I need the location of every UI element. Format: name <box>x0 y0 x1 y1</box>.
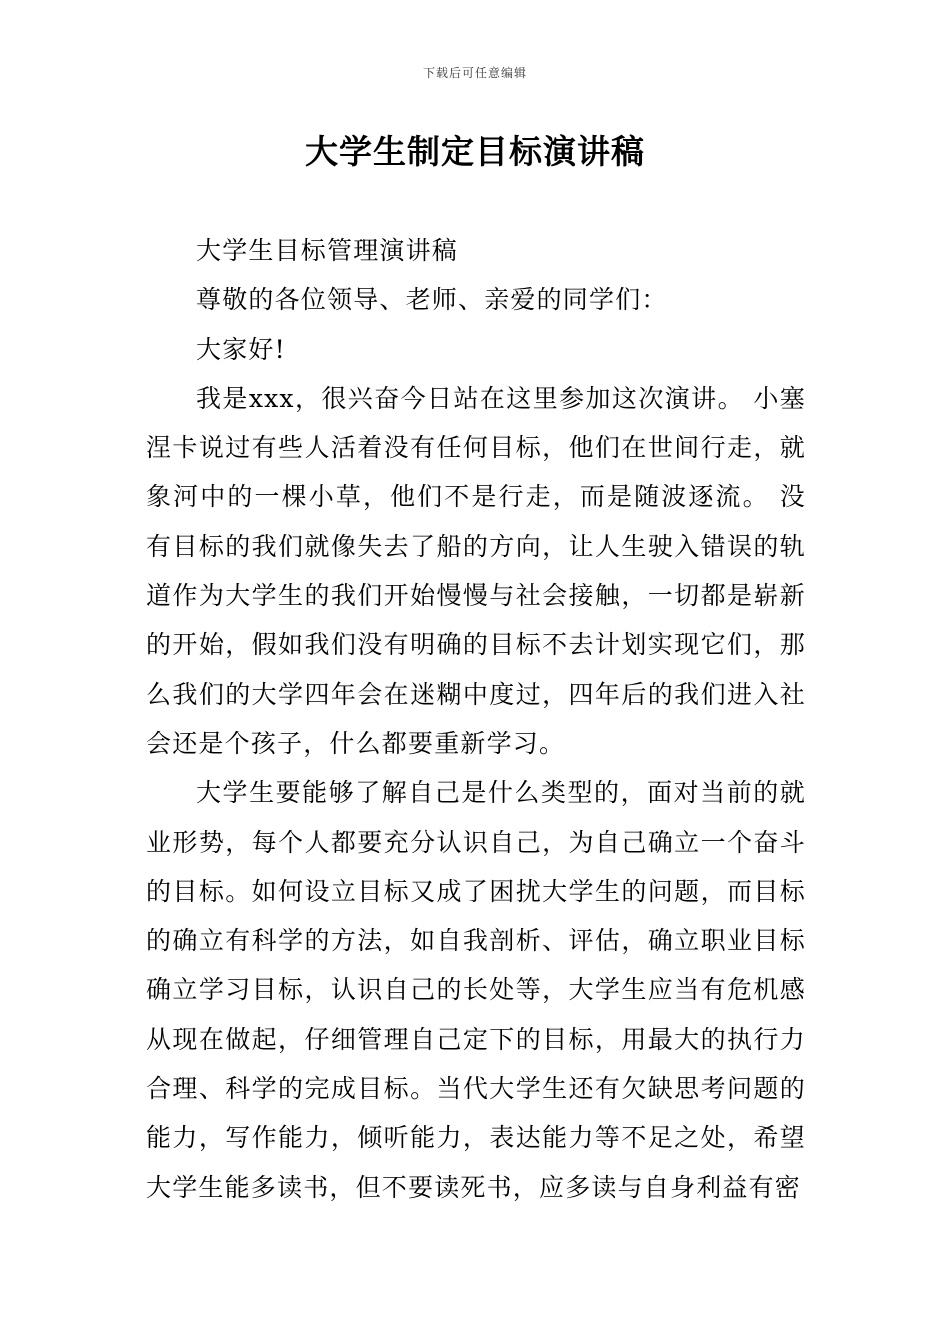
paragraph-subtitle: 大学生目标管理演讲稿 <box>196 236 459 265</box>
paragraph-salutation: 尊敬的各位领导、老师、亲爱的同学们： <box>196 285 668 315</box>
document-title: 大学生制定目标演讲稿 <box>305 132 645 171</box>
document-body <box>146 226 806 1212</box>
paragraph-greeting: 大家好! <box>196 334 286 364</box>
header-note: 下载后可任意编辑 <box>422 66 527 80</box>
paragraph-body: 我是xxx，很兴奋今日站在这里参加这次演讲。 小塞涅卡说过有些人活着没有任何目标，他们在世间行走，就象河中的一棵小草，他们不是行走，而是随波逐流。 没有目标的我们就像失去了船的方向，让人生驶入错误的轨道作为大学生的我们开始慢慢与社会接触，一切都是崭新的开始，假如我们没有明确的目标不去计划实现它们，那么我们的大学四年会在迷糊中度过，四年后的我们进入社会还是个孩子，什么都要重新学习。 <box>146 383 806 758</box>
paragraph-body: 大学生要能够了解自己是什么类型的，面对当前的就业形势，每个人都要充分认识自己，为自己确立一个奋斗的目标。如何设立目标又成了困扰大学生的问题，而目标的确立有科学的方法，如自我剖析、评估，确立职业目标确立学习目标，认识自己的长处等，大学生应当有危机感从现在做起，仔细管理自己定下的目标，用最大的执行力合理、科学的完成目标。当代大学生还有欠缺思考问题的能力，写作能力，倾听能力，表达能力等不足之处，希望大学生能多读书，但不要读死书，应多读与自身利益有密 <box>146 778 806 1202</box>
